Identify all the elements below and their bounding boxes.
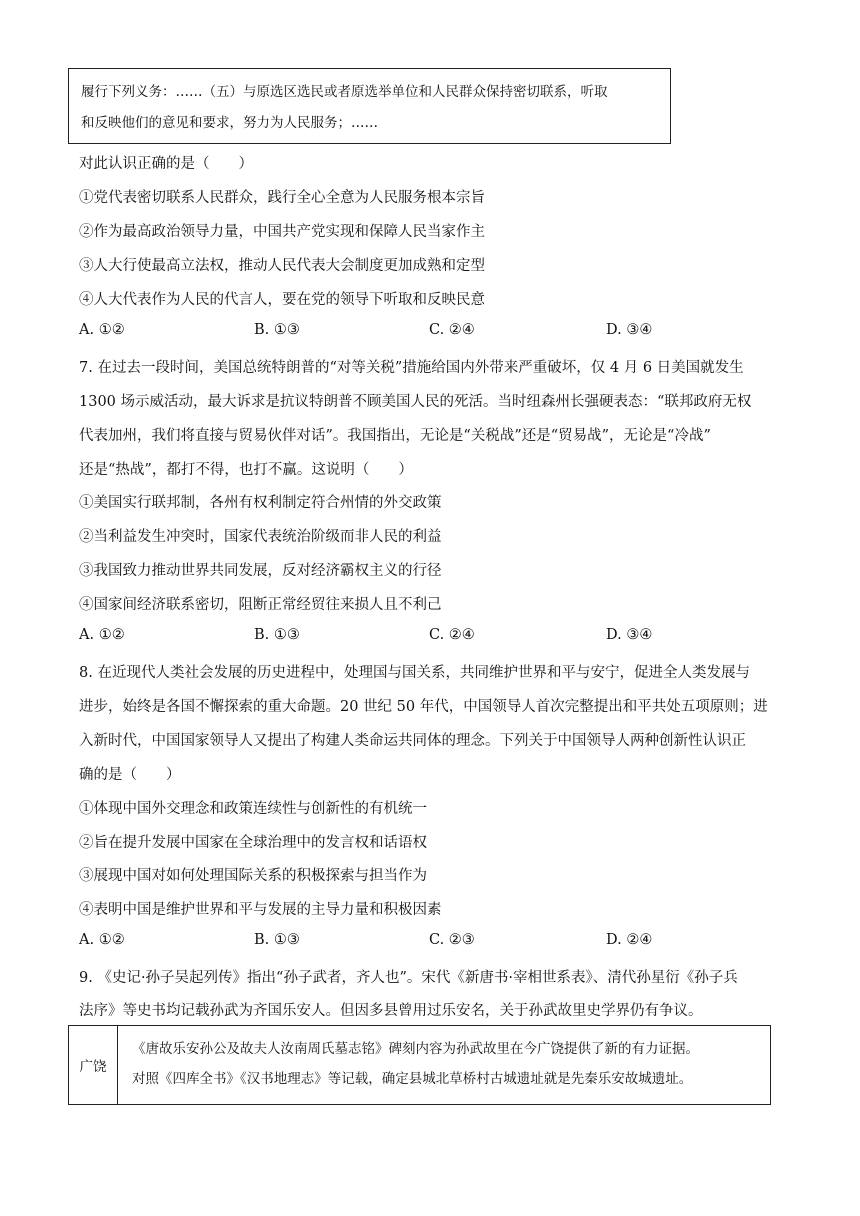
q7-option-a[interactable]: A. ①② xyxy=(79,627,125,643)
q7-option-b[interactable]: B. ①③ xyxy=(254,627,300,643)
law-excerpt-line-1: 履行下列义务：……（五）与原选区选民或者原选举单位和人民群众保持密切联系，听取 xyxy=(81,84,608,100)
q8-option-d[interactable]: D. ②④ xyxy=(606,932,653,948)
q7-item-2: ②当利益发生冲突时，国家代表统治阶级而非人民的利益 xyxy=(79,529,442,545)
q7-stem-line-1: 7. 在过去一段时间，美国总统特朗普的“对等关税”措施给国内外带来严重破坏，仅 4 月 6 日美国就发生 xyxy=(79,360,744,376)
q6-option-a[interactable]: A. ①② xyxy=(79,322,125,338)
q8-option-b[interactable]: B. ①③ xyxy=(254,932,300,948)
q8-item-3: ③展现中国对如何处理国际关系的积极探索与担当作为 xyxy=(79,868,427,884)
q9-evidence-table xyxy=(68,1025,771,1105)
q7-item-4: ④国家间经济联系密切，阻断正常经贸往来损人且不利己 xyxy=(79,597,442,613)
q6-option-b[interactable]: B. ①③ xyxy=(254,322,300,338)
q7-item-1: ①美国实行联邦制，各州有权利制定符合州情的外交政策 xyxy=(79,495,442,511)
q9-table-head: 广饶 xyxy=(69,1026,118,1104)
q6-option-d[interactable]: D. ③④ xyxy=(606,322,653,338)
q8-item-4: ④表明中国是维护世界和平与发展的主导力量和积极因素 xyxy=(79,902,442,918)
q6-option-c[interactable]: C. ②④ xyxy=(429,322,475,338)
q7-option-c[interactable]: C. ②④ xyxy=(429,627,475,643)
q7-stem-line-4: 还是“热战”，都打不得，也打不赢。这说明（ ） xyxy=(79,462,413,478)
q9-table-line-1: 《唐故乐安孙公及故夫人汝南周氏墓志铭》碑刻内容为孙武故里在今广饶提供了新的有力证据。 xyxy=(132,1041,699,1057)
q7-option-d[interactable]: D. ③④ xyxy=(606,627,653,643)
q7-stem-line-2: 1300 场示威活动，最大诉求是抗议特朗普不顾美国人民的死活。当时纽森州长强硬表态：“联邦政府无权 xyxy=(79,394,752,410)
q8-option-a[interactable]: A. ①② xyxy=(79,932,125,948)
q7-stem-line-3: 代表加州，我们将直接与贸易伙伴对话”。我国指出，无论是“关税战”还是“贸易战”，无论是“冷战” xyxy=(79,428,711,444)
q6-stem: 对此认识正确的是（ ） xyxy=(79,156,253,172)
q9-stem-line-2: 法序》等史书均记载孙武为齐国乐安人。但因多县曾用过乐安名，关于孙武故里史学界仍有争议。 xyxy=(79,1003,703,1019)
q6-item-3: ③人大行使最高立法权，推动人民代表大会制度更加成熟和定型 xyxy=(79,258,485,274)
q7-item-3: ③我国致力推动世界共同发展，反对经济霸权主义的行径 xyxy=(79,563,442,579)
q8-stem-line-2: 进步，始终是各国不懈探索的重大命题。20 世纪 50 年代，中国领导人首次完整提出和平共处五项原则；进 xyxy=(79,699,768,715)
q8-stem-line-3: 入新时代，中国国家领导人又提出了构建人类命运共同体的理念。下列关于中国领导人两种创新性认识正 xyxy=(79,733,746,749)
q6-item-4: ④人大代表作为人民的代言人，要在党的领导下听取和反映民意 xyxy=(79,292,485,308)
law-excerpt-line-2: 和反映他们的意见和要求，努力为人民服务；…… xyxy=(81,115,378,131)
q6-item-1: ①党代表密切联系人民群众，践行全心全意为人民服务根本宗旨 xyxy=(79,190,485,206)
law-excerpt-box xyxy=(68,68,671,144)
q9-stem-line-1: 9. 《史记·孙子吴起列传》指出“孙子武者，齐人也”。宋代《新唐书·宰相世系表》、清代孙星衍《孙子兵 xyxy=(79,970,738,986)
q6-item-2: ②作为最高政治领导力量，中国共产党实现和保障人民当家作主 xyxy=(79,224,485,240)
q8-item-1: ①体现中国外交理念和政策连续性与创新性的有机统一 xyxy=(79,801,427,817)
q9-table-body xyxy=(118,1026,770,1104)
q9-table-line-2: 对照《四库全书》《汉书地理志》等记载，确定县城北草桥村古城遗址就是先秦乐安故城遗址。 xyxy=(132,1071,693,1087)
q8-stem-line-1: 8. 在近现代人类社会发展的历史进程中，处理国与国关系，共同维护世界和平与安宁，促进全人类发展与 xyxy=(79,665,750,681)
q8-item-2: ②旨在提升发展中国家在全球治理中的发言权和话语权 xyxy=(79,835,427,851)
q8-stem-line-4: 确的是（ ） xyxy=(79,767,181,783)
q8-option-c[interactable]: C. ②③ xyxy=(429,932,475,948)
